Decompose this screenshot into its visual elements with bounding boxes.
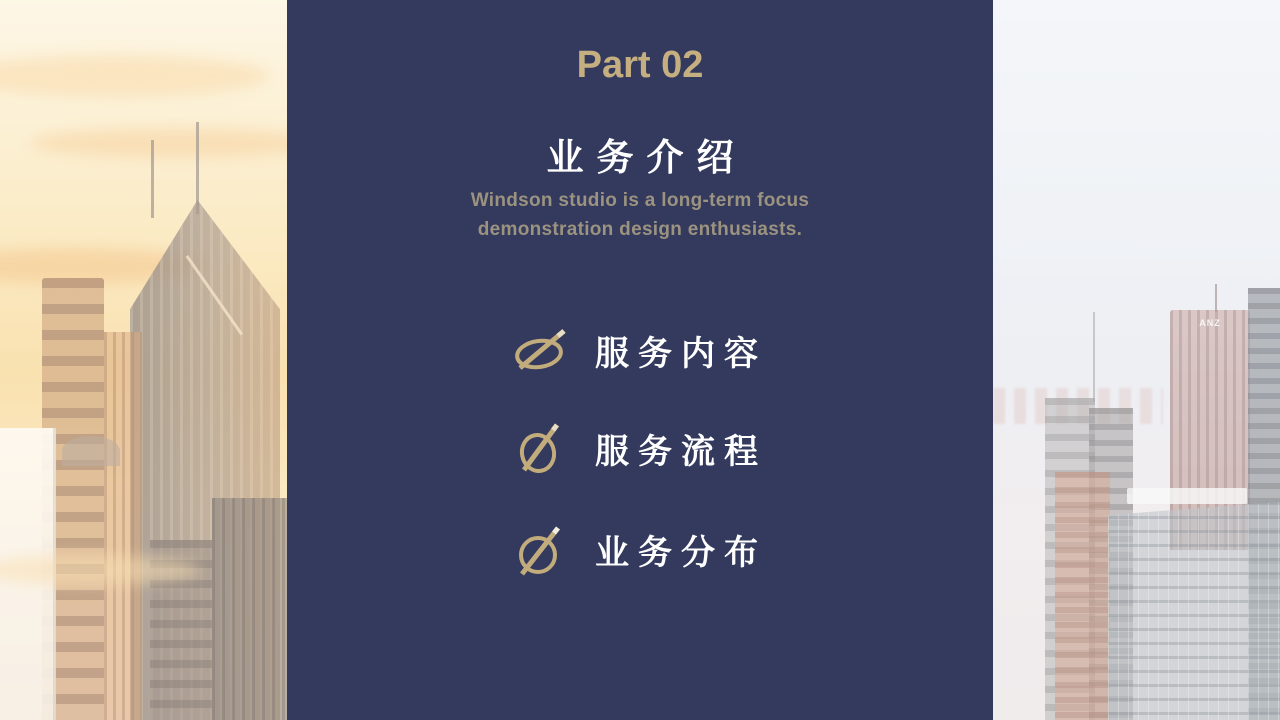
menu-item-service-content[interactable]	[513, 322, 767, 378]
slashed-ellipse-icon	[513, 521, 571, 577]
city-sky-photo-right	[993, 0, 1280, 720]
menu-item-label: 业务分布	[595, 533, 767, 572]
part-number: Part 02	[576, 44, 704, 86]
city-sunset-photo-left	[0, 0, 287, 720]
subtitle-line-1: Windson studio is a long-term focus	[470, 190, 810, 211]
section-title: 业务介绍	[546, 137, 747, 178]
subtitle-line-2: demonstration design enthusiasts.	[477, 219, 803, 240]
photo-haze-overlay	[993, 0, 1280, 720]
slashed-ellipse-icon	[513, 322, 571, 378]
menu-item-label: 服务内容	[595, 334, 767, 373]
menu-item-business-distribution[interactable]	[513, 521, 767, 577]
photo-haze-overlay	[0, 0, 287, 720]
menu-item-label: 服务流程	[595, 432, 767, 471]
anz-tower-sign: ANZ	[1199, 318, 1221, 328]
slashed-ellipse-icon	[513, 420, 571, 476]
menu-item-service-process[interactable]	[513, 420, 767, 476]
content-panel	[287, 0, 993, 720]
section-subtitle	[287, 186, 993, 244]
